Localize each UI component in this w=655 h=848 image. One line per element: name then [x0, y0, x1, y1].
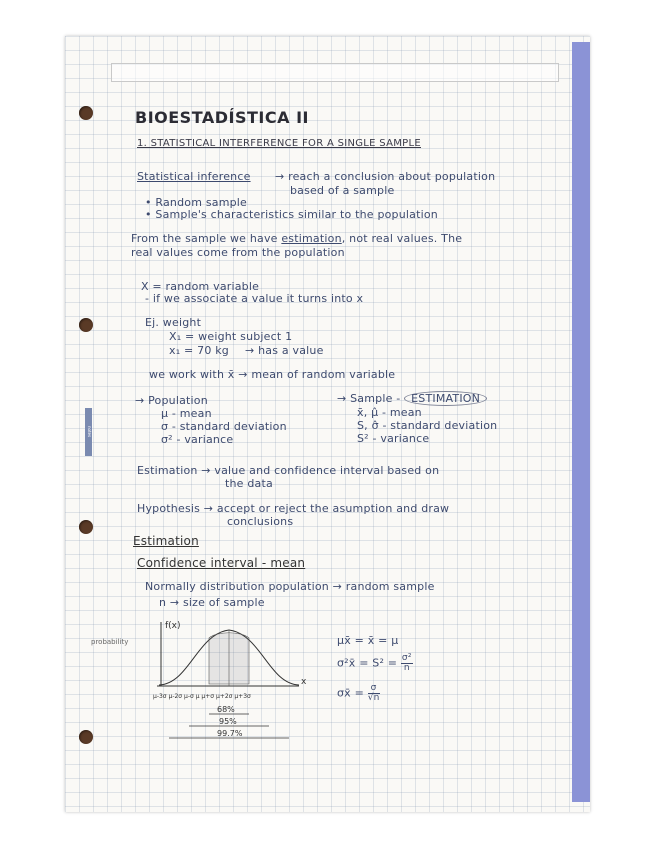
- sample-item: S² - variance: [357, 432, 430, 445]
- punch-hole: [79, 318, 93, 332]
- inference-def-2: based of a sample: [290, 184, 395, 197]
- estimation-heading: Estimation: [133, 534, 199, 548]
- estimation-note-a: From the sample we have: [131, 232, 278, 245]
- y-label: f(x): [165, 621, 181, 631]
- hypothesis-def-2: conclusions: [227, 515, 294, 528]
- sd-fraction: [368, 684, 380, 703]
- sd-denominator: √n: [367, 693, 380, 703]
- pct-68: 68%: [217, 705, 235, 714]
- pct-95: 95%: [219, 717, 237, 726]
- sample-heading-label: → Sample -: [337, 392, 401, 405]
- population-item: μ - mean: [161, 407, 212, 420]
- notebook-page: [65, 36, 590, 812]
- random-var-line-1: X = random variable: [141, 280, 260, 293]
- hypothesis-def-1: Hypothesis → accept or reject the asumption and draw: [137, 502, 450, 515]
- punch-hole: [79, 520, 93, 534]
- estimation-note-c: , not real values. The: [341, 232, 463, 245]
- page-edge-strip: [572, 42, 590, 802]
- variance-denominator: n: [403, 663, 410, 673]
- inference-bullet-2: • Sample's characteristics similar to the population: [145, 208, 438, 221]
- side-tab: notes: [85, 408, 92, 456]
- estimation-def-1: Estimation → value and confidence interval based on: [137, 464, 440, 477]
- sample-item: x̄, μ̂ - mean: [357, 406, 422, 419]
- estimation-tag: ESTIMATION: [404, 391, 487, 406]
- mean-note: we work with x̄ → mean of random variable: [149, 368, 396, 381]
- population-heading: → Population: [135, 394, 208, 407]
- page-header-box: [111, 63, 559, 82]
- page-title: BIOESTADÍSTICA II: [135, 108, 309, 127]
- sd-numerator: σ: [368, 684, 380, 694]
- formula-sd: [337, 684, 380, 703]
- normal-distribution-graph: [89, 614, 319, 744]
- formula-variance: [337, 654, 413, 673]
- example-line-1: X₁ = weight subject 1: [169, 330, 293, 343]
- sample-heading: [337, 392, 487, 405]
- population-item: σ - standard deviation: [161, 420, 287, 433]
- estimation-note-line-2: real values come from the population: [131, 246, 345, 259]
- formula-variance-left: σ²x̄ = S² =: [337, 656, 398, 670]
- estimation-def-2: the data: [225, 477, 273, 490]
- example-line-2b: → has a value: [245, 344, 324, 357]
- normal-line-2: n → size of sample: [159, 596, 265, 609]
- inference-term: Statistical inference: [137, 170, 251, 183]
- normal-line-1: Normally distribution population → random sample: [145, 580, 435, 593]
- population-item: σ² - variance: [161, 433, 234, 446]
- formula-mean: μx̄ = x̄ = μ: [337, 634, 399, 647]
- estimation-note-line-1: [131, 232, 462, 245]
- inference-def-1: → reach a conclusion about population: [275, 170, 496, 183]
- tick-labels: μ-3σ μ-2σ μ-σ μ μ+σ μ+2σ μ+3σ: [153, 693, 251, 700]
- formula-sd-left: σx̄ =: [337, 686, 364, 700]
- x-label: x: [301, 677, 307, 687]
- side-note: probability: [91, 638, 129, 646]
- estimation-note-b: estimation: [281, 232, 342, 245]
- example-line-2: x₁ = 70 kg: [169, 344, 229, 357]
- sample-item: S, σ̂ - standard deviation: [357, 419, 498, 432]
- variance-numerator: σ²: [401, 653, 412, 663]
- punch-hole: [79, 106, 93, 120]
- inference-bullet-1: • Random sample: [145, 196, 248, 209]
- variance-fraction: [401, 654, 413, 673]
- example-label: Ej. weight: [145, 316, 202, 329]
- confidence-interval-heading: Confidence interval - mean: [137, 556, 306, 570]
- random-var-line-2: - if we associate a value it turns into x: [145, 292, 364, 305]
- section-heading: 1. STATISTICAL INTERFERENCE FOR A SINGLE SAMPLE: [137, 138, 421, 149]
- pct-997: 99.7%: [217, 729, 243, 738]
